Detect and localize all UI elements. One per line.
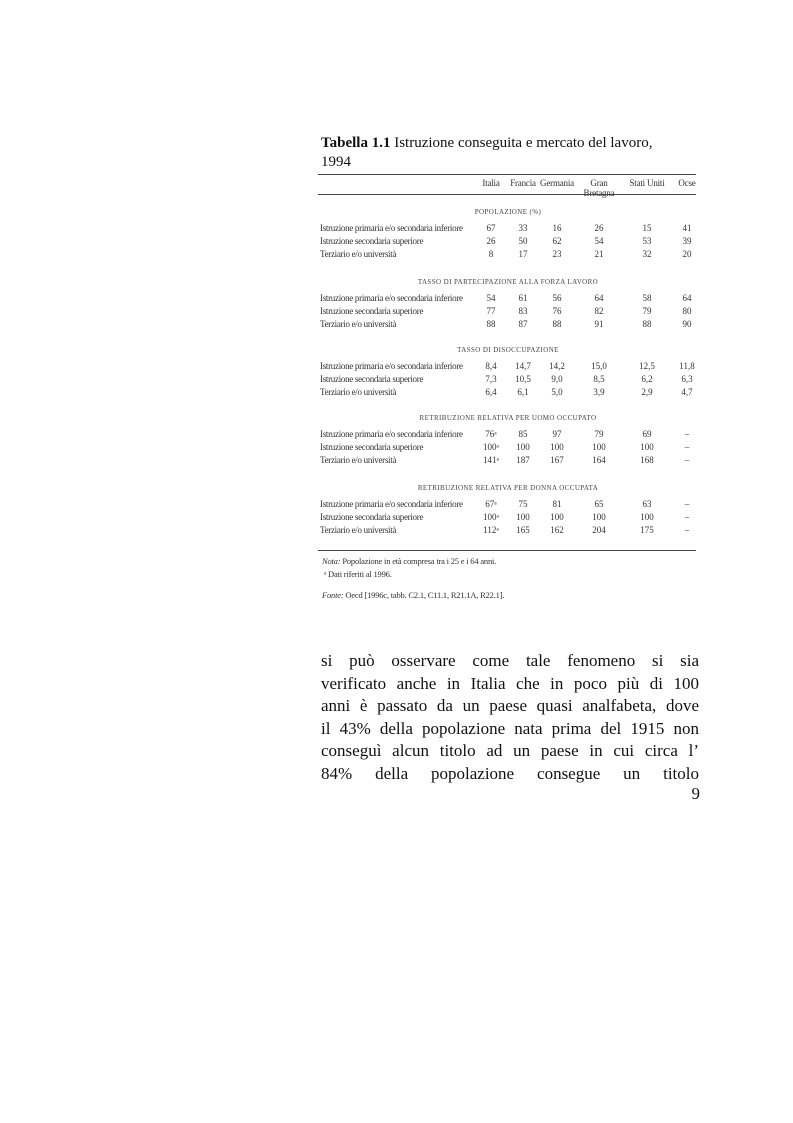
section-title: RETRIBUZIONE RELATIVA PER DONNA OCCUPATA bbox=[417, 484, 599, 492]
table-cell: 7,3 bbox=[485, 374, 497, 384]
table-cell: 14,2 bbox=[549, 361, 565, 371]
table-row bbox=[320, 248, 696, 261]
table-row bbox=[320, 235, 696, 248]
table-cell: 77 bbox=[486, 306, 496, 316]
table-cell: 100 bbox=[516, 442, 530, 452]
table-cell: 100 bbox=[640, 442, 654, 452]
table-cell: 112ᵃ bbox=[483, 525, 499, 535]
table-cell: 26 bbox=[486, 236, 496, 246]
nota-text: Popolazione in età compresa tra i 25 e i 64 anni. bbox=[342, 556, 497, 566]
table-cell: 62 bbox=[552, 236, 562, 246]
table-cell: 17 bbox=[518, 249, 528, 259]
row-label: Istruzione primaria e/o secondaria inferiore bbox=[320, 223, 463, 233]
table-cell: 64 bbox=[682, 293, 692, 303]
body-line: verificato anche in Italia che in poco più di 100 bbox=[321, 673, 699, 693]
table-cell: – bbox=[684, 429, 690, 439]
body-line: si può osservare come tale fenomeno si sia bbox=[321, 651, 699, 670]
fonte-label: Fonte: bbox=[322, 590, 344, 600]
table-cell: 3,9 bbox=[593, 387, 605, 397]
table-cell: 168 bbox=[640, 455, 654, 465]
table-cell: 53 bbox=[642, 236, 652, 246]
table-row bbox=[320, 305, 696, 318]
table-cell: 82 bbox=[594, 306, 604, 316]
column-header: Gran Bretagna bbox=[583, 178, 615, 198]
row-label: Istruzione secondaria superiore bbox=[320, 306, 424, 316]
caption-line-1 bbox=[321, 134, 699, 153]
table-cell: 90 bbox=[682, 319, 692, 329]
table-cell: 54 bbox=[486, 293, 496, 303]
page-number: 9 bbox=[691, 784, 700, 803]
column-header: Ocse bbox=[678, 178, 696, 188]
body-line: il 43% della popolazione nata prima del 1915 non bbox=[321, 718, 699, 738]
fonte-text: Oecd [1996c, tabb. C2.1, C11.1, R21.1A, R22.1]. bbox=[345, 590, 505, 600]
section-title: TASSO DI PARTECIPAZIONE ALLA FORZA LAVORO bbox=[417, 278, 599, 286]
column-header: Germania bbox=[540, 178, 574, 188]
table-cell: 33 bbox=[518, 223, 528, 233]
table-row bbox=[320, 524, 696, 537]
table-cell: 88 bbox=[552, 319, 562, 329]
table-cell: 16 bbox=[552, 223, 562, 233]
table-cell: 100ᵃ bbox=[483, 512, 499, 522]
table-cell: 167 bbox=[550, 455, 564, 465]
table-cell: 6,2 bbox=[641, 374, 653, 384]
table-cell: – bbox=[684, 442, 690, 452]
table-cell: 50 bbox=[518, 236, 528, 246]
table-cell: 76ᵃ bbox=[485, 429, 497, 439]
table-cell: 20 bbox=[682, 249, 692, 259]
table-row bbox=[320, 373, 696, 386]
table-cell: 88 bbox=[486, 319, 496, 329]
table-cell: 39 bbox=[682, 236, 692, 246]
body-line: conseguì alcun titolo ad un paese in cui circa l’ bbox=[321, 741, 699, 760]
body-paragraph bbox=[321, 650, 699, 785]
table-cell: 100ᵃ bbox=[483, 442, 499, 452]
body-line: 84% della popolazione consegue un titolo bbox=[321, 763, 699, 783]
table-row bbox=[320, 386, 696, 399]
table-cell: 8 bbox=[488, 249, 494, 259]
section-title: POPOLAZIONE (%) bbox=[474, 208, 542, 216]
table-cell: 9,0 bbox=[551, 374, 563, 384]
nota-label: Nota: bbox=[322, 556, 341, 566]
table-row bbox=[320, 360, 696, 373]
table-cell: 11,8 bbox=[679, 361, 695, 371]
table-cell: 4,7 bbox=[681, 387, 693, 397]
table-cell: 8,4 bbox=[485, 361, 497, 371]
table-cell: 81 bbox=[552, 499, 562, 509]
body-line: anni è passato da un paese quasi analfabeta, dove bbox=[321, 696, 699, 715]
table-cell: 61 bbox=[518, 293, 528, 303]
table-cell: 58 bbox=[642, 293, 652, 303]
row-label: Istruzione secondaria superiore bbox=[320, 374, 424, 384]
table-cell: 10,5 bbox=[515, 374, 531, 384]
table-cell: 69 bbox=[642, 429, 652, 439]
table-cell: 91 bbox=[594, 319, 604, 329]
table-cell: 76 bbox=[552, 306, 562, 316]
row-label: Istruzione primaria e/o secondaria inferiore bbox=[320, 293, 463, 303]
row-label: Terziario e/o università bbox=[320, 525, 397, 535]
table-cell: 6,4 bbox=[485, 387, 497, 397]
row-label: Istruzione secondaria superiore bbox=[320, 442, 424, 452]
row-label: Istruzione primaria e/o secondaria inferiore bbox=[320, 361, 463, 371]
table-top-rule bbox=[318, 174, 696, 175]
table-cell: 6,3 bbox=[681, 374, 693, 384]
table-cell: 32 bbox=[642, 249, 652, 259]
table-cell: 162 bbox=[550, 525, 564, 535]
table-cell: 41 bbox=[682, 223, 692, 233]
table-cell: 97 bbox=[552, 429, 562, 439]
table-cell: 100 bbox=[516, 512, 530, 522]
table-note bbox=[322, 556, 496, 566]
table-cell: 63 bbox=[642, 499, 652, 509]
table-cell: 26 bbox=[594, 223, 604, 233]
table-source bbox=[322, 590, 504, 600]
scanned-table bbox=[318, 172, 702, 606]
table-cell: 187 bbox=[516, 455, 530, 465]
table-cell: 141ᵃ bbox=[483, 455, 499, 465]
table-cell: 204 bbox=[592, 525, 606, 535]
table-cell: 15,0 bbox=[591, 361, 607, 371]
section-title: RETRIBUZIONE RELATIVA PER UOMO OCCUPATO bbox=[419, 414, 597, 422]
table-cell: – bbox=[684, 512, 690, 522]
table-cell: 67ᵃ bbox=[485, 499, 497, 509]
row-label: Terziario e/o università bbox=[320, 387, 397, 397]
table-row bbox=[320, 498, 696, 511]
table-cell: 85 bbox=[518, 429, 528, 439]
table-cell: – bbox=[684, 499, 690, 509]
table-cell: 54 bbox=[594, 236, 604, 246]
table-cell: 164 bbox=[592, 455, 606, 465]
table-cell: 67 bbox=[486, 223, 496, 233]
table-cell: 6,1 bbox=[517, 387, 529, 397]
table-cell: 12,5 bbox=[639, 361, 655, 371]
column-header: Stati Uniti bbox=[629, 178, 665, 188]
table-row bbox=[320, 428, 696, 441]
table-cell: 79 bbox=[642, 306, 652, 316]
table-caption bbox=[321, 134, 699, 172]
table-footnote: ᵃ Dati riferiti al 1996. bbox=[324, 569, 392, 579]
table-cell: 15 bbox=[642, 223, 652, 233]
table-cell: – bbox=[684, 455, 690, 465]
row-label: Terziario e/o università bbox=[320, 319, 397, 329]
caption-year: 1994 bbox=[321, 154, 351, 170]
column-header: Italia bbox=[482, 178, 500, 188]
table-cell: 80 bbox=[682, 306, 692, 316]
table-cell: – bbox=[684, 525, 690, 535]
table-cell: 175 bbox=[640, 525, 654, 535]
table-cell: 83 bbox=[518, 306, 528, 316]
table-cell: 100 bbox=[592, 442, 606, 452]
table-cell: 165 bbox=[516, 525, 530, 535]
table-cell: 100 bbox=[550, 512, 564, 522]
column-header: Francia bbox=[510, 178, 536, 188]
table-cell: 5,0 bbox=[551, 387, 563, 397]
table-cell: 65 bbox=[594, 499, 604, 509]
table-cell: 100 bbox=[640, 512, 654, 522]
table-cell: 8,5 bbox=[593, 374, 605, 384]
table-cell: 21 bbox=[594, 249, 604, 259]
table-row bbox=[320, 222, 696, 235]
table-cell: 56 bbox=[552, 293, 562, 303]
row-label: Istruzione primaria e/o secondaria inferiore bbox=[320, 429, 463, 439]
table-cell: 75 bbox=[518, 499, 528, 509]
table-row bbox=[320, 318, 696, 331]
table-cell: 64 bbox=[594, 293, 604, 303]
table-row bbox=[320, 454, 696, 467]
table-cell: 100 bbox=[550, 442, 564, 452]
caption-label: Tabella 1.1 bbox=[321, 135, 391, 151]
table-cell: 100 bbox=[592, 512, 606, 522]
row-label: Terziario e/o università bbox=[320, 249, 397, 259]
row-label: Istruzione secondaria superiore bbox=[320, 236, 424, 246]
table-cell: 87 bbox=[518, 319, 528, 329]
table-row bbox=[320, 292, 696, 305]
table-row bbox=[320, 441, 696, 454]
table-header-rule bbox=[318, 194, 696, 195]
table-row bbox=[320, 511, 696, 524]
table-cell: 79 bbox=[594, 429, 604, 439]
section-title: TASSO DI DISOCCUPAZIONE bbox=[457, 346, 559, 354]
table-cell: 23 bbox=[552, 249, 562, 259]
caption-text: Istruzione conseguita e mercato del lavoro, bbox=[394, 135, 653, 151]
table-cell: 88 bbox=[642, 319, 652, 329]
table-cell: 2,9 bbox=[641, 387, 653, 397]
table-bottom-rule bbox=[318, 550, 696, 551]
row-label: Terziario e/o università bbox=[320, 455, 397, 465]
row-label: Istruzione primaria e/o secondaria inferiore bbox=[320, 499, 463, 509]
row-label: Istruzione secondaria superiore bbox=[320, 512, 424, 522]
table-cell: 14,7 bbox=[515, 361, 531, 371]
